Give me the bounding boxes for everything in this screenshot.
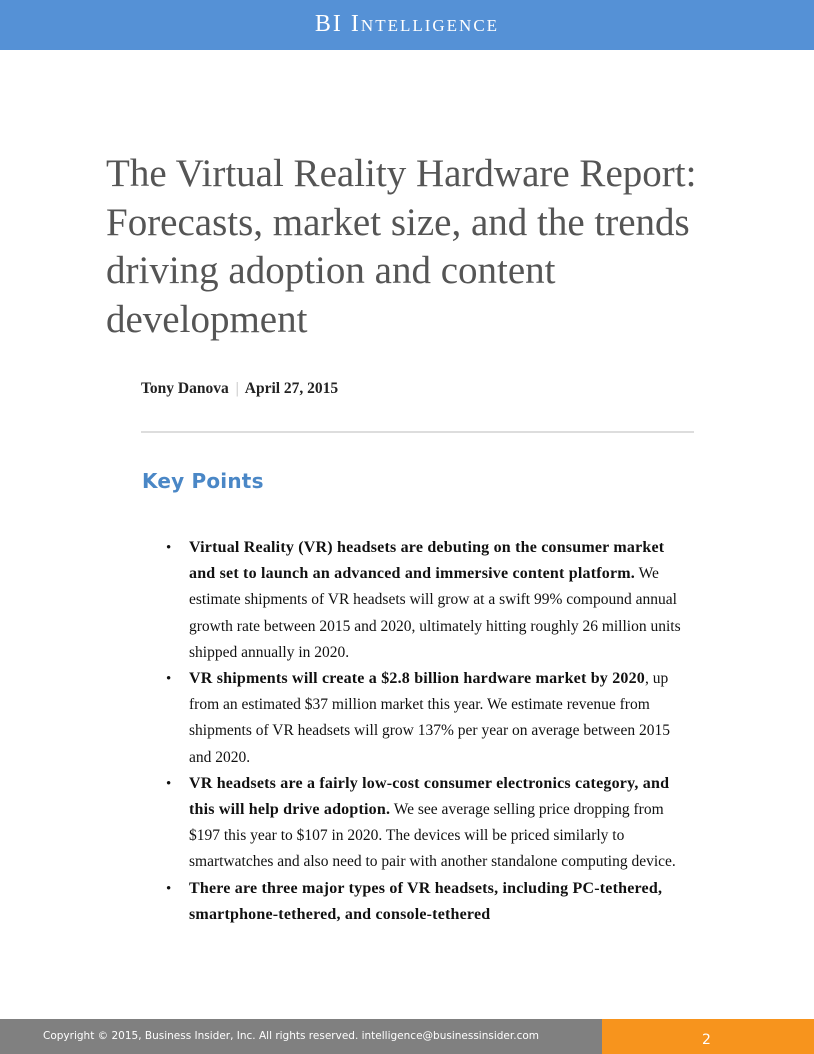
- header-bar: [0, 0, 814, 50]
- author-name: Tony Danova: [141, 380, 229, 397]
- key-point-item: [160, 535, 690, 666]
- key-point-lead: Virtual Reality (VR) headsets are debuting on the consumer market and set to launch an advanced and immersive content platform.: [189, 539, 665, 583]
- report-title: The Virtual Reality Hardware Report: Forecasts, market size, and the trends driving adoption and content development: [106, 152, 697, 341]
- key-point-item: [160, 876, 690, 928]
- key-point-item: [160, 771, 690, 876]
- key-point-body: We estimate shipments of VR headsets will grow at a swift 99% compound annual growth rate between 2015 and 2020, ultimately hitting roughly 26 million units shipped annually in 2020.: [189, 565, 681, 661]
- byline: [141, 380, 338, 398]
- key-point-item: [160, 666, 690, 771]
- footer-copyright: Copyright © 2015, Business Insider, Inc. All rights reserved. intelligence@businessinsider.com: [43, 1030, 539, 1042]
- bullet-icon: •: [166, 671, 172, 688]
- key-point-body: , up from an estimated $37 million market this year. We estimate revenue from shipments of VR headsets will grow 137% per year on average between 2015 and 2020.: [189, 670, 670, 766]
- key-point-lead: There are three major types of VR headsets, including PC-tethered, smartphone-tethered, and console-tethered: [189, 879, 663, 923]
- key-points-heading: Key Points: [142, 469, 264, 493]
- publish-date: April 27, 2015: [244, 380, 339, 397]
- bullet-icon: •: [166, 775, 172, 792]
- divider-rule: [141, 431, 694, 433]
- byline-separator: |: [235, 380, 239, 397]
- key-point-body: We see average selling price dropping from $197 this year to $107 in 2020. The devices will be priced similarly to smartwatches and also need to pair with another standalone computing device.: [189, 801, 676, 871]
- brand-logo-text: BI Intelligence: [314, 10, 500, 37]
- bullet-icon: •: [166, 880, 172, 897]
- bullet-icon: •: [166, 540, 172, 556]
- page-number: 2: [702, 1032, 711, 1048]
- key-point-lead: VR shipments will create a $2.8 billion hardware market by 2020: [189, 670, 645, 688]
- key-points-list: [160, 535, 690, 928]
- key-point-lead: VR headsets are a fairly low-cost consumer electronics category, and this will help drive adoption.: [189, 774, 670, 819]
